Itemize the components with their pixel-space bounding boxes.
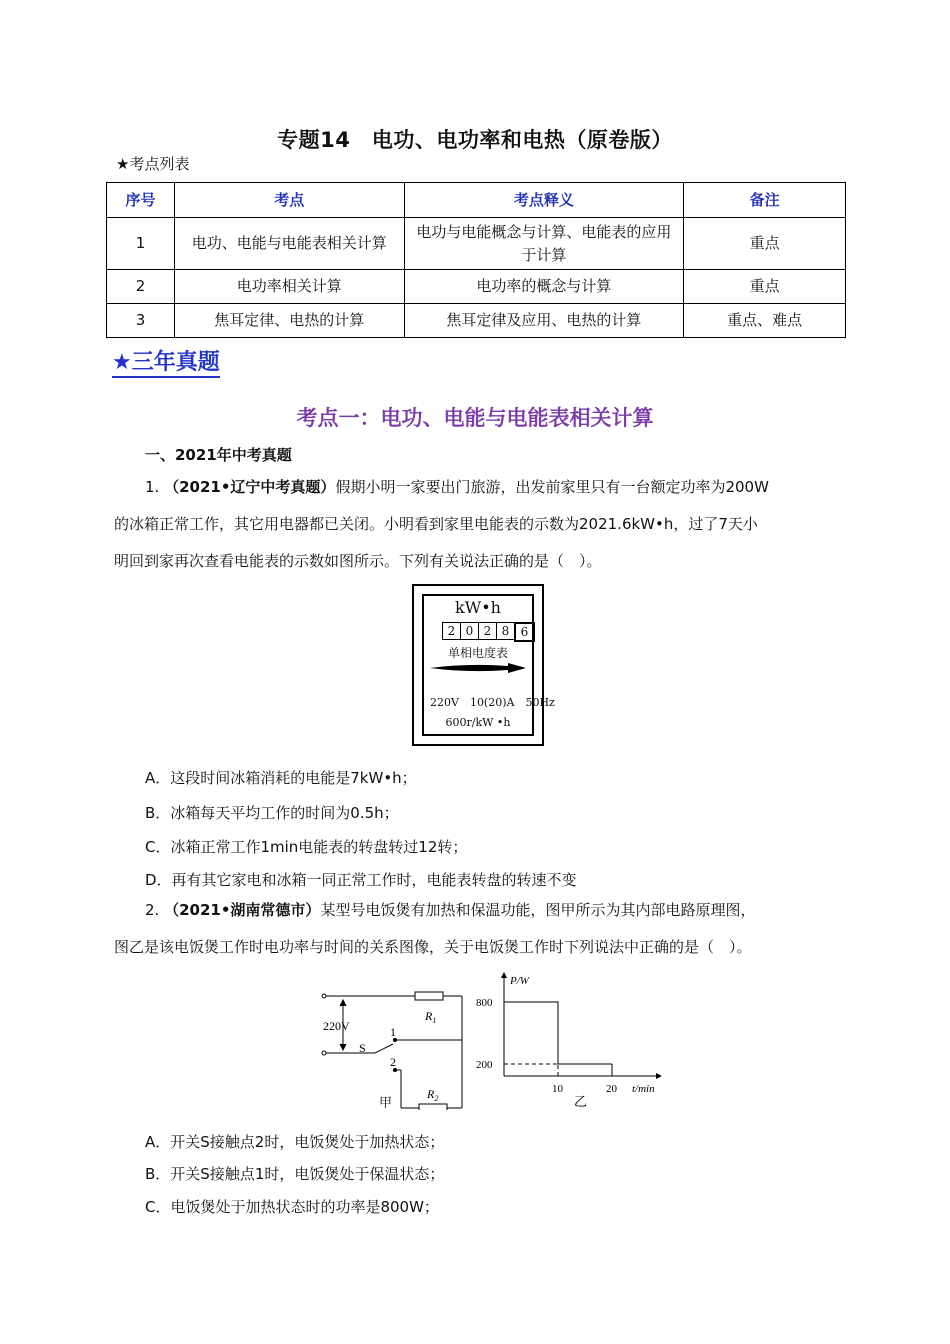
power-time-chart: [470, 966, 670, 1111]
table-row: [107, 270, 846, 304]
table-cell: 电功率相关计算: [174, 270, 404, 304]
meter-digit: 8: [496, 622, 515, 640]
q1-option-d: D．再有其它家电和冰箱一同正常工作时，电能表转盘的转速不变: [145, 871, 577, 889]
table-cell: 电功与电能概念与计算、电能表的应用于计算: [404, 218, 684, 270]
r1-label: $R_1$: [425, 1009, 437, 1025]
q1-source: （2021•辽宁中考真题）: [164, 478, 336, 496]
meter-unit: kW•h: [455, 598, 501, 617]
q2-line2: 图乙是该电饭煲工作时电功率与时间的关系图像，关于电饭煲工作时下列说法中正确的是（ ）。: [114, 938, 752, 956]
table-row: [107, 304, 846, 338]
q1-text: 假期小明一家要出门旅游，出发前家里只有一台额定功率为200W: [335, 478, 769, 496]
meter-rev: 600r/kW •h: [445, 716, 511, 729]
toc-header: 备注: [684, 183, 846, 218]
q1-line1: [145, 478, 769, 496]
kaodian-title: 考点一：电功、电能与电能表相关计算: [296, 406, 654, 430]
q1-line3: 明回到家再次查看电能表的示数如图所示。下列有关说法正确的是（ ）。: [114, 552, 602, 570]
table-cell: 3: [107, 304, 175, 338]
toc-header: 序号: [107, 183, 175, 218]
table-cell: 1: [107, 218, 175, 270]
q2-text: 某型号电饭煲有加热和保温功能，图甲所示为其内部电路原理图，: [320, 901, 756, 919]
contact-1-label: 1: [390, 1025, 396, 1039]
meter-digit: 0: [460, 622, 479, 640]
meter-face: [422, 594, 555, 736]
q2-option-a: A．开关S接触点2时，电饭煲处于加热状态；: [145, 1133, 445, 1151]
q1-number: 1.: [145, 478, 160, 496]
x-tick-label: 10: [552, 1083, 563, 1095]
voltage-label: 220V: [323, 1019, 350, 1033]
meter-digits: [442, 622, 534, 642]
q2-option-b: B．开关S接触点1时，电饭煲处于保温状态；: [145, 1165, 445, 1183]
meter-digit: 2: [478, 622, 497, 640]
circuit-diagram: [315, 990, 475, 1110]
toc-header-row: [107, 183, 846, 218]
x-axis-arrow: [656, 1073, 662, 1079]
y-axis-arrow: [501, 972, 507, 978]
table-cell: 重点: [684, 270, 846, 304]
q2-number: 2.: [145, 901, 160, 919]
table-cell: 重点: [684, 218, 846, 270]
q2-line1: [145, 901, 755, 919]
toc-table: [106, 182, 846, 338]
switch-label: S: [359, 1041, 366, 1055]
arrow-icon: [428, 662, 528, 674]
table-row: [107, 218, 846, 270]
q1-option-c: C．冰箱正常工作1min电能表的转盘转过12转；: [145, 838, 468, 856]
contact-2-label: 2: [390, 1055, 396, 1069]
meter-digit: 2: [442, 622, 461, 640]
meter-spec: 220V 10(20)A 50Hz: [430, 696, 555, 709]
electric-meter-figure: [412, 584, 555, 746]
table-cell: 焦耳定律、电热的计算: [174, 304, 404, 338]
section-title: ★三年真题: [112, 350, 220, 378]
table-cell: 焦耳定律及应用、电热的计算: [404, 304, 684, 338]
q1-option-a: A．这段时间冰箱消耗的电能是7kW•h；: [145, 769, 417, 787]
y-axis-label: P/W: [510, 975, 529, 987]
circuit-caption: 甲: [379, 1096, 393, 1111]
meter-name: 单相电度表: [447, 646, 508, 660]
q1-line2: 的冰箱正常工作，其它用电器都已关闭。小明看到家里电能表的示数为2021.6kW•h，过了7天小: [114, 515, 758, 533]
q2-option-c: C．电饭煲处于加热状态时的功率是800W；: [145, 1198, 439, 1216]
table-cell: 重点、难点: [684, 304, 846, 338]
chart-caption: 乙: [574, 1095, 588, 1110]
toc-header: 考点: [174, 183, 404, 218]
sub-title: 一、2021年中考真题: [145, 446, 292, 464]
x-tick-label: 20: [606, 1083, 617, 1095]
table-cell: 2: [107, 270, 175, 304]
x-axis-label: t/min: [632, 1083, 655, 1095]
page-title: 专题14 电功、电功率和电热（原卷版）: [277, 128, 673, 152]
q2-source: （2021•湖南常德市）: [164, 901, 321, 919]
meter-digit: 6: [514, 622, 535, 642]
toc-label: ★考点列表: [116, 155, 190, 173]
y-tick-label: 800: [476, 997, 493, 1009]
toc-header: 考点释义: [404, 183, 684, 218]
y-tick-label: 200: [476, 1059, 493, 1071]
r2-label: $R_2$: [427, 1087, 439, 1103]
q1-option-b: B．冰箱每天平均工作的时间为0.5h；: [145, 804, 399, 822]
table-cell: 电功率的概念与计算: [404, 270, 684, 304]
table-cell: 电功、电能与电能表相关计算: [174, 218, 404, 270]
